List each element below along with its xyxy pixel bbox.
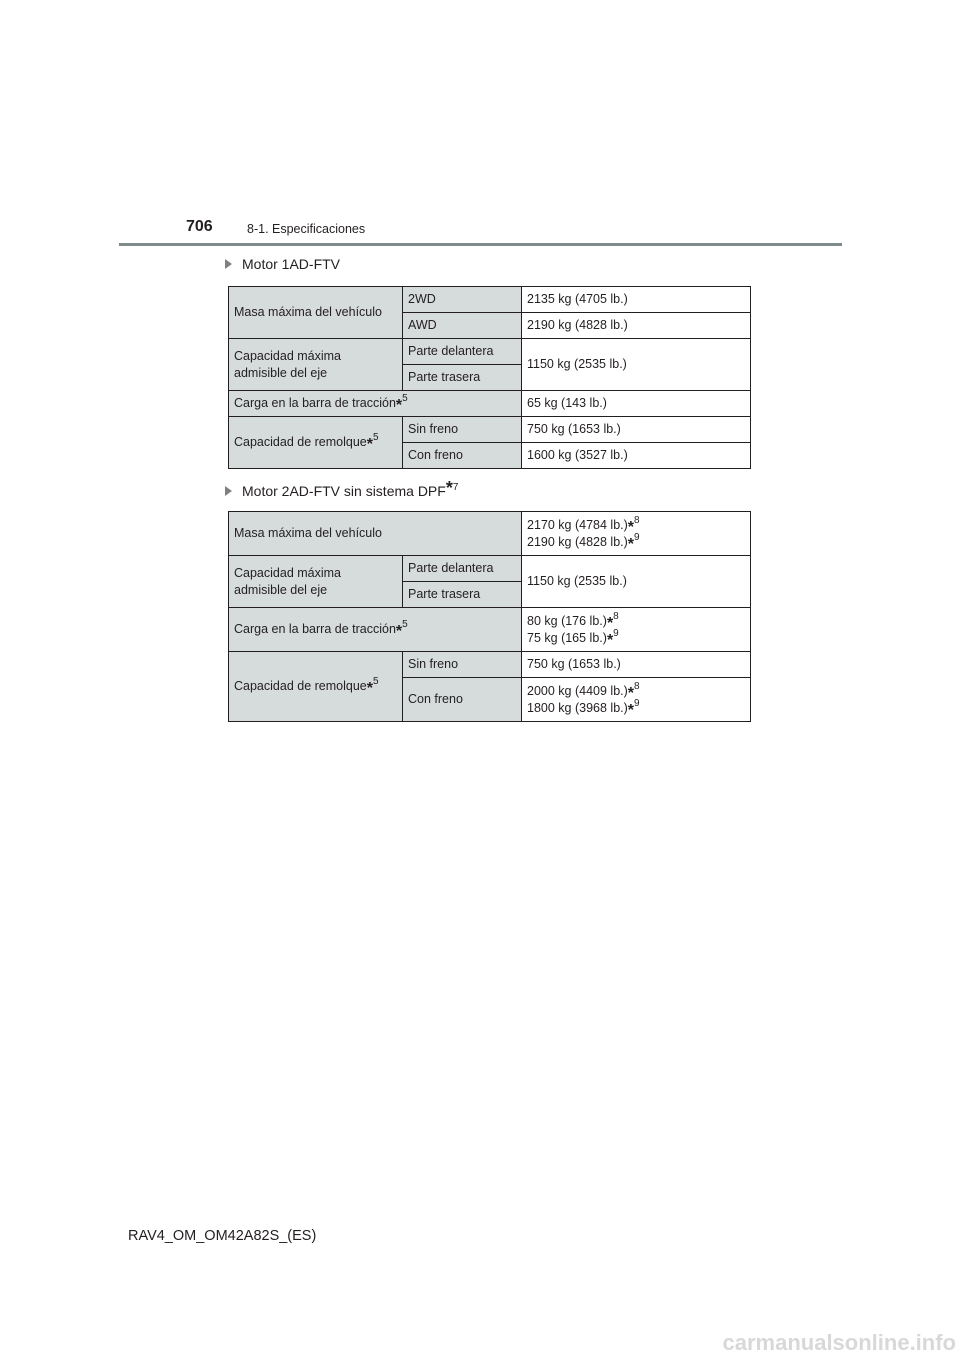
mass-awd-label: AWD — [403, 313, 522, 339]
table-row — [229, 287, 751, 313]
footnote-star-icon: * — [627, 701, 635, 719]
subhead-2ad-ftv — [225, 480, 458, 501]
section-title: 8-1. Especificaciones — [247, 222, 366, 236]
footnote-number: 5 — [372, 432, 379, 443]
tow-label-cell — [229, 652, 403, 722]
bullet-triangle-icon — [225, 259, 232, 269]
footnote-number: 5 — [372, 676, 379, 687]
footnote-number: 9 — [613, 627, 619, 639]
tow-brake-label: Con freno — [403, 443, 522, 469]
tow-brake-value-1: 2000 kg (4409 lb.) — [527, 683, 628, 698]
footnote-star-icon: * — [627, 535, 635, 553]
watermark: carmanualsonline.info — [722, 1330, 956, 1355]
axle-value: 1150 kg (2535 lb.) — [522, 556, 751, 608]
tow-label: Capacidad de remolque — [234, 679, 367, 693]
subhead-1ad-ftv — [225, 256, 340, 272]
footnote-number: 8 — [634, 514, 640, 526]
axle-label: Capacidad máxima admisible del eje — [229, 339, 403, 391]
axle-value: 1150 kg (2535 lb.) — [522, 339, 751, 391]
bar-value-1: 80 kg (176 lb.) — [527, 613, 607, 628]
mass-label: Masa máxima del vehículo — [229, 512, 522, 556]
table-row — [229, 512, 751, 556]
table-row — [229, 556, 751, 582]
axle-rear-label: Parte trasera — [403, 582, 522, 608]
footnote-number: 5 — [402, 393, 408, 404]
footnote-number: 7 — [452, 482, 459, 493]
footnote-number: 8 — [634, 680, 640, 692]
bar-value-cell — [522, 608, 751, 652]
mass-awd-value: 2190 kg (4828 lb.) — [522, 313, 751, 339]
footer-doc-code: RAV4_OM_OM42A82S_(ES) — [128, 1228, 317, 1244]
table-row — [229, 652, 751, 678]
footnote-star-icon: * — [606, 631, 614, 649]
footnote-number: 9 — [634, 531, 640, 543]
mass-2wd-label: 2WD — [403, 287, 522, 313]
footnote-star-icon: * — [366, 436, 373, 453]
subhead-text: Motor 2AD-FTV sin sistema DPF — [242, 482, 446, 499]
bar-label-cell — [229, 608, 522, 652]
header-rule — [119, 243, 842, 246]
footnote-star-icon: * — [395, 623, 403, 640]
spec-table-2ad-ftv — [228, 511, 751, 722]
bar-value: 65 kg (143 lb.) — [522, 391, 751, 417]
footnote-star-icon: * — [395, 397, 403, 414]
axle-front-label: Parte delantera — [403, 556, 522, 582]
bar-value-line — [527, 627, 745, 649]
subhead-text: Motor 1AD-FTV — [242, 256, 341, 272]
mass-label: Masa máxima del vehículo — [229, 287, 403, 339]
mass-value-2: 2190 kg (4828 lb.) — [527, 534, 628, 549]
tow-nobrake-label: Sin freno — [403, 652, 522, 678]
tow-brake-value-line — [527, 697, 745, 719]
table-row — [229, 391, 751, 417]
bar-value-2: 75 kg (165 lb.) — [527, 630, 607, 645]
tow-brake-value-cell — [522, 678, 751, 722]
tow-nobrake-value: 750 kg (1653 lb.) — [522, 417, 751, 443]
tow-brake-value-2: 1800 kg (3968 lb.) — [527, 700, 628, 715]
page-number: 706 — [186, 218, 213, 235]
footnote-star-icon: * — [366, 680, 373, 697]
tow-nobrake-label: Sin freno — [403, 417, 522, 443]
tow-brake-value: 1600 kg (3527 lb.) — [522, 443, 751, 469]
bar-label-cell — [229, 391, 522, 417]
table-row — [229, 417, 751, 443]
axle-front-label: Parte delantera — [403, 339, 522, 365]
axle-label: Capacidad máxima admisible del eje — [229, 556, 403, 608]
footnote-star-icon: * — [606, 614, 614, 632]
mass-value-line — [527, 531, 745, 553]
table-row — [229, 339, 751, 365]
bullet-triangle-icon — [225, 486, 232, 496]
bar-label: Carga en la barra de tracción — [234, 396, 396, 410]
tow-label: Capacidad de remolque — [234, 435, 367, 449]
footnote-star-icon: * — [627, 684, 635, 702]
bar-value-line — [527, 610, 745, 632]
footnote-number: 5 — [402, 619, 408, 630]
mass-value-cell — [522, 512, 751, 556]
bar-label: Carga en la barra de tracción — [234, 622, 396, 636]
table-row — [229, 608, 751, 652]
spec-table-1ad-ftv — [228, 286, 751, 469]
footnote-number: 8 — [613, 610, 619, 622]
tow-brake-label: Con freno — [403, 678, 522, 722]
footnote-star-icon: * — [627, 518, 635, 536]
mass-2wd-value: 2135 kg (4705 lb.) — [522, 287, 751, 313]
mass-value-1: 2170 kg (4784 lb.) — [527, 517, 628, 532]
tow-nobrake-value: 750 kg (1653 lb.) — [522, 652, 751, 678]
footnote-number: 9 — [634, 697, 640, 709]
axle-rear-label: Parte trasera — [403, 365, 522, 391]
footnote-star-icon: * — [445, 478, 453, 498]
tow-label-cell — [229, 417, 403, 469]
